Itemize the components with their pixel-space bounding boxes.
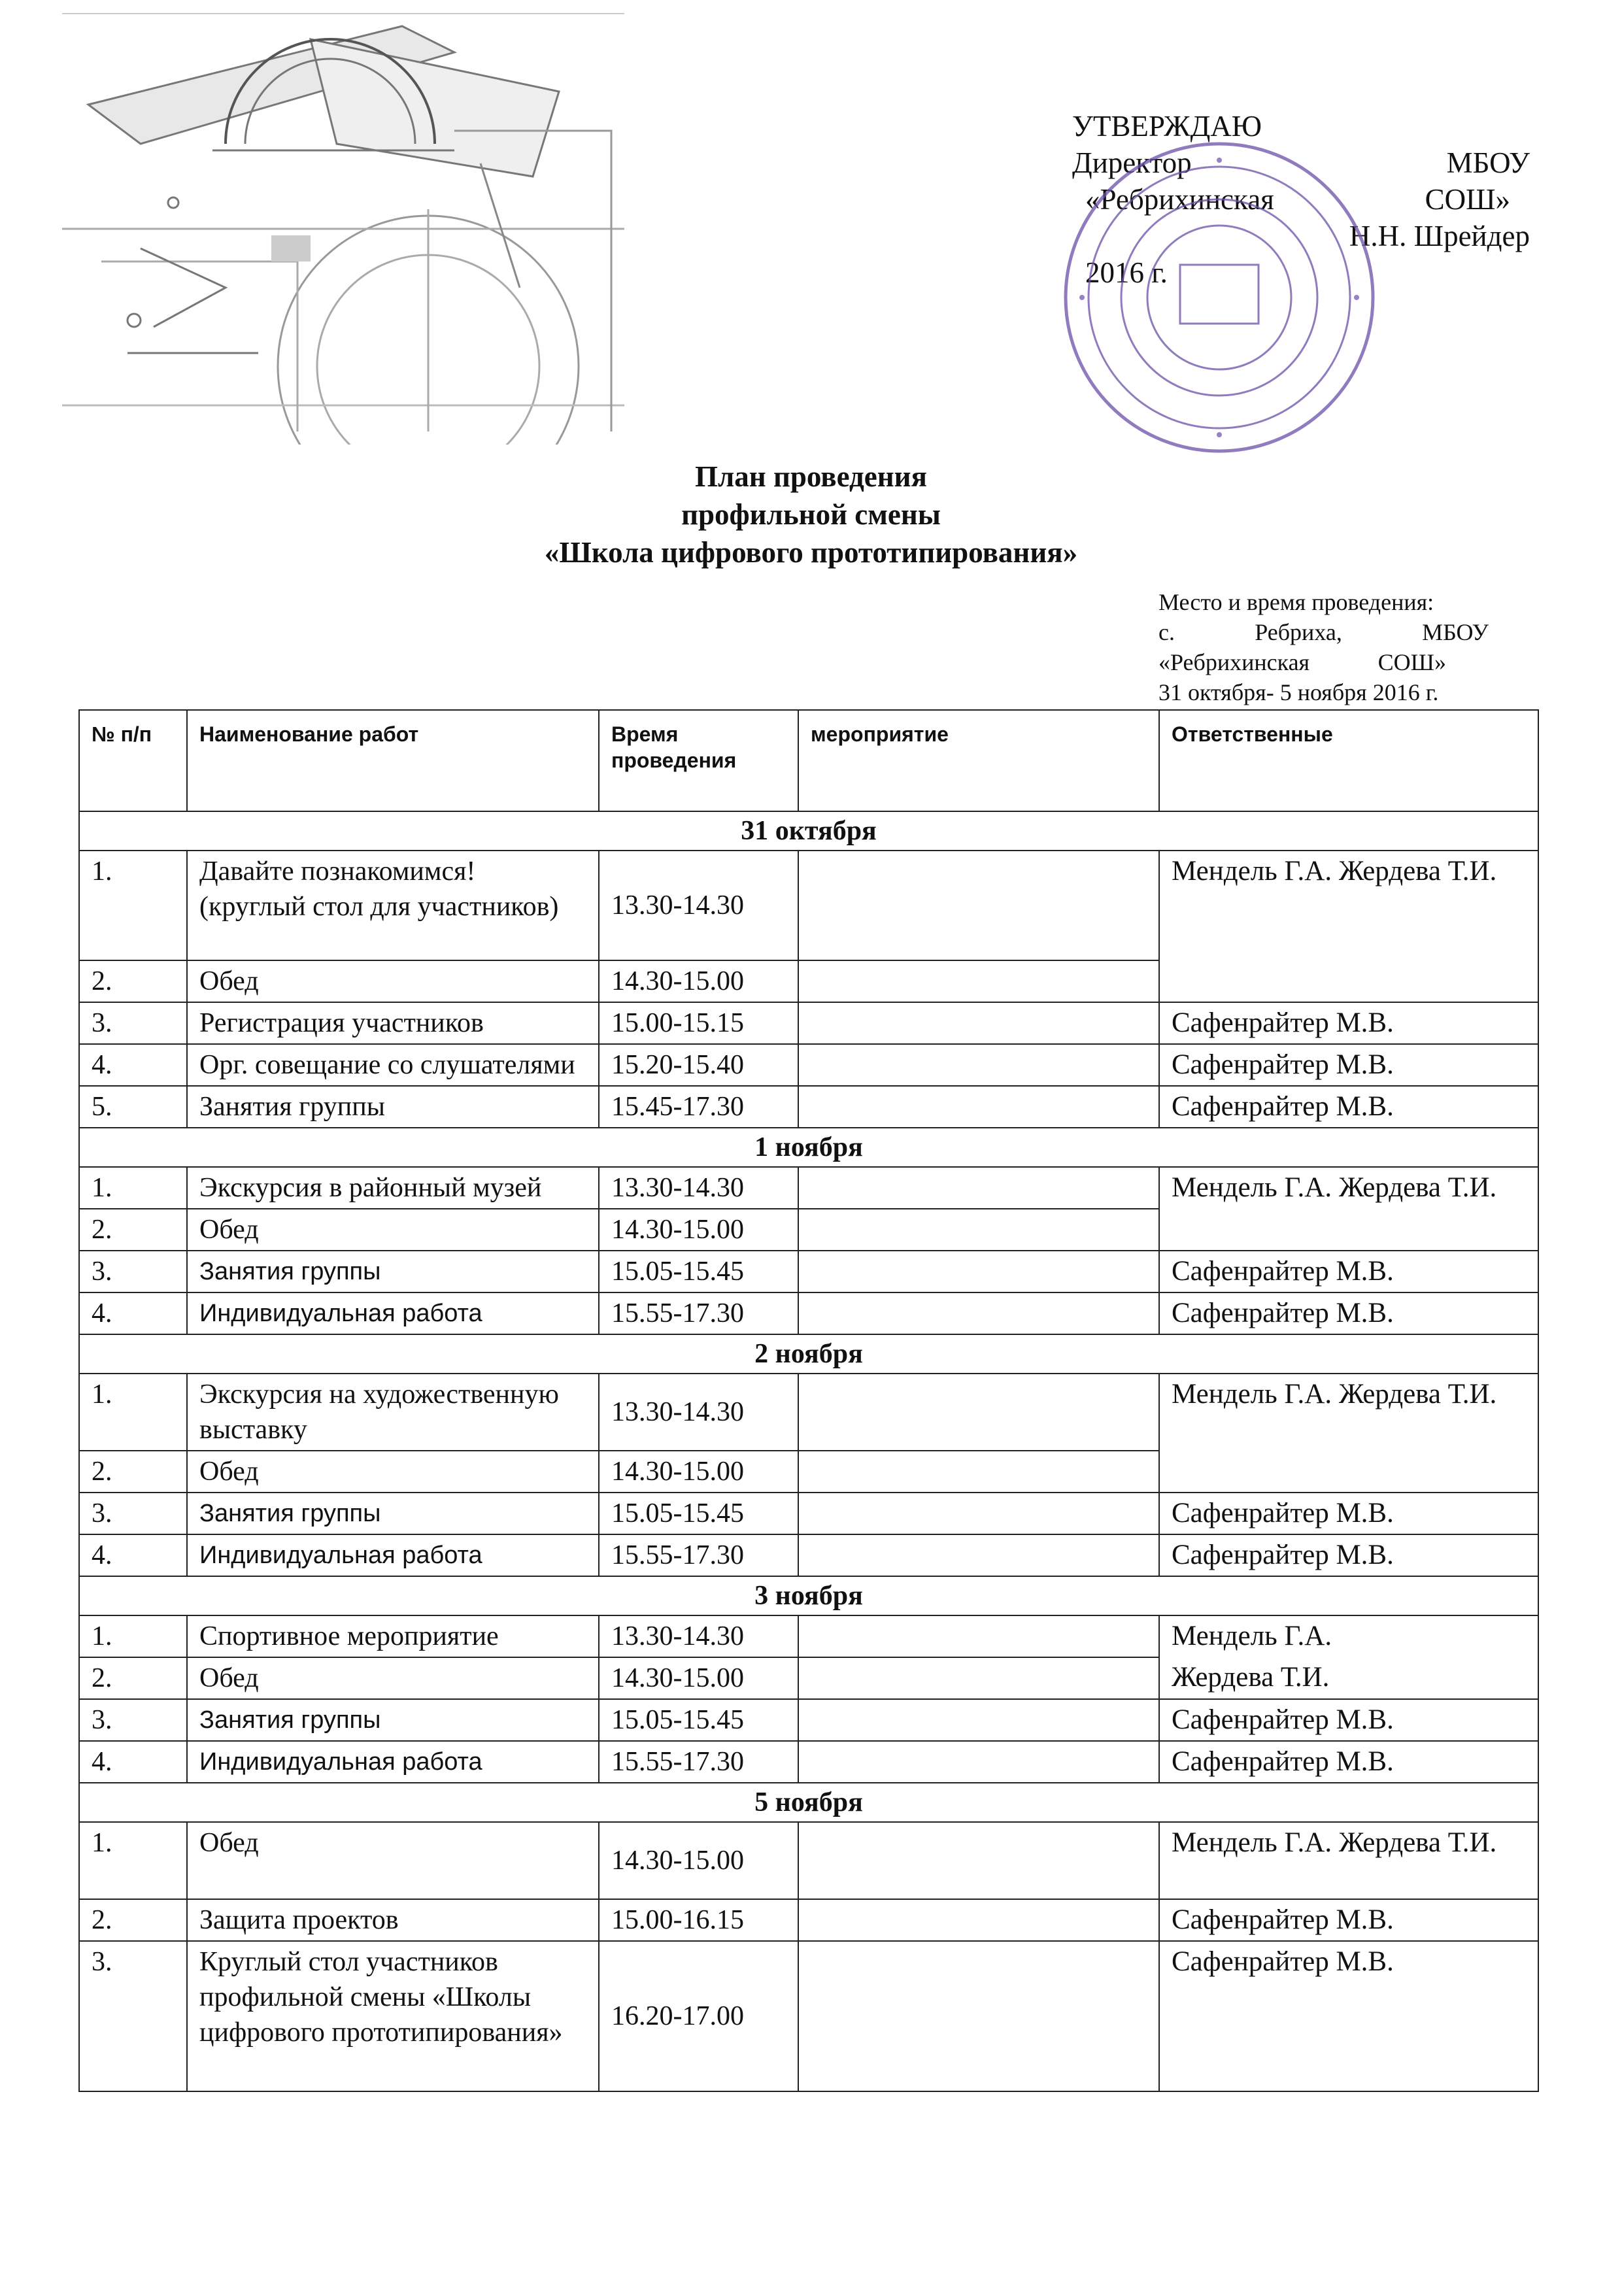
header-event: мероприятие: [798, 710, 1159, 811]
row-event: [798, 1292, 1159, 1334]
table-row: [79, 1657, 1538, 1699]
approval-org-name: «Ребрихинская: [1085, 183, 1274, 216]
row-event: [798, 1899, 1159, 1941]
schedule-table: [78, 709, 1539, 2092]
row-responsible: Мендель Г.А.: [1159, 1615, 1538, 1657]
row-time: 14.30-15.00: [599, 960, 798, 1002]
row-time: 15.00-15.15: [599, 1002, 798, 1044]
row-name: Занятия группы: [187, 1251, 599, 1292]
row-event: [798, 1002, 1159, 1044]
row-num: 4.: [79, 1292, 187, 1334]
row-event: [798, 1374, 1159, 1451]
row-event: [798, 1044, 1159, 1086]
row-event: [798, 1657, 1159, 1699]
row-responsible: Сафенрайтер М.В.: [1159, 1086, 1538, 1128]
row-num: 2.: [79, 960, 187, 1002]
table-row: [79, 851, 1538, 960]
day-row: [79, 1576, 1538, 1615]
table-row: [79, 1374, 1538, 1451]
row-num: 1.: [79, 1822, 187, 1899]
table-row: [79, 1899, 1538, 1941]
row-responsible: Сафенрайтер М.В.: [1159, 1044, 1538, 1086]
row-num: 3.: [79, 1002, 187, 1044]
table-row: [79, 1167, 1538, 1209]
row-responsible: Сафенрайтер М.В.: [1159, 1002, 1538, 1044]
row-num: 4.: [79, 1741, 187, 1783]
table-row: [79, 1251, 1538, 1292]
day-date: 2 ноября: [79, 1334, 1538, 1374]
place-dates: 31 октября- 5 ноября 2016 г.: [1158, 679, 1439, 705]
day-date: 3 ноября: [79, 1576, 1538, 1615]
row-name: Обед: [187, 1451, 599, 1493]
row-name: Индивидуальная работа: [187, 1292, 599, 1334]
table-row: [79, 1822, 1538, 1899]
row-name: Занятия группы: [187, 1493, 599, 1534]
row-event: [798, 1822, 1159, 1899]
row-time: 14.30-15.00: [599, 1822, 798, 1899]
document-title: [0, 458, 1622, 571]
row-num: 3.: [79, 1941, 187, 2091]
place-line-3: [1158, 647, 1446, 677]
row-num: 2.: [79, 1657, 187, 1699]
approval-position: Директор: [1072, 146, 1192, 179]
row-responsible: Сафенрайтер М.В.: [1159, 1699, 1538, 1741]
row-time: 15.05-15.45: [599, 1251, 798, 1292]
row-event: [798, 851, 1159, 960]
place-org-suffix: СОШ»: [1377, 649, 1446, 675]
row-event: [798, 1251, 1159, 1292]
row-num: 1.: [79, 1374, 187, 1451]
row-num: 4.: [79, 1044, 187, 1086]
row-time: 14.30-15.00: [599, 1451, 798, 1493]
row-num: 2.: [79, 1209, 187, 1251]
row-name: Орг. совещание со слушателями: [187, 1044, 599, 1086]
day-date: 5 ноября: [79, 1783, 1538, 1822]
row-num: 3.: [79, 1699, 187, 1741]
table-row: [79, 1493, 1538, 1534]
row-event: [798, 1941, 1159, 2091]
row-event: [798, 1615, 1159, 1657]
approval-heading: УТВЕРЖДАЮ: [1072, 110, 1262, 143]
row-name: Защита проектов: [187, 1899, 599, 1941]
approval-date: 2016 г.: [1085, 256, 1168, 289]
table-row: [79, 1534, 1538, 1576]
title-line-1: План проведения: [695, 460, 927, 493]
row-time: 15.00-16.15: [599, 1899, 798, 1941]
row-responsible: Сафенрайтер М.В.: [1159, 1534, 1538, 1576]
table-header-row: [79, 710, 1538, 811]
table-row: [79, 1044, 1538, 1086]
row-time: 14.30-15.00: [599, 1657, 798, 1699]
row-event: [798, 1086, 1159, 1128]
row-name: Занятия группы: [187, 1086, 599, 1128]
row-name: Экскурсия на художественную выставку: [187, 1374, 599, 1451]
row-name: Обед: [187, 1657, 599, 1699]
row-num: 3.: [79, 1251, 187, 1292]
title-line-3: «Школа цифрового прототипирования»: [544, 536, 1078, 569]
official-seal-stamp: [1056, 134, 1383, 461]
row-name: Регистрация участников: [187, 1002, 599, 1044]
row-num: 4.: [79, 1534, 187, 1576]
table-row: [79, 1941, 1538, 2091]
place-org-name: «Ребрихинская: [1158, 649, 1310, 675]
row-responsible: Сафенрайтер М.В.: [1159, 1292, 1538, 1334]
place-line-2: [1158, 617, 1489, 647]
row-time: 15.55-17.30: [599, 1741, 798, 1783]
row-time: 15.55-17.30: [599, 1292, 798, 1334]
row-responsible: Мендель Г.А. Жердева Т.И.: [1159, 1822, 1538, 1899]
row-time: 15.05-15.45: [599, 1493, 798, 1534]
place-village: Ребриха,: [1255, 619, 1342, 645]
row-time: 14.30-15.00: [599, 1209, 798, 1251]
place-org-type: МБОУ: [1422, 619, 1489, 645]
row-num: 1.: [79, 1167, 187, 1209]
row-name: Обед: [187, 1209, 599, 1251]
day-date: 31 октября: [79, 811, 1538, 851]
row-time: 15.45-17.30: [599, 1086, 798, 1128]
place-and-time-block: [1158, 587, 1489, 707]
row-responsible: Мендель Г.А. Жердева Т.И.: [1159, 1167, 1538, 1251]
table-row: [79, 1615, 1538, 1657]
row-time: 13.30-14.30: [599, 851, 798, 960]
row-num: 5.: [79, 1086, 187, 1128]
row-responsible: Сафенрайтер М.В.: [1159, 1899, 1538, 1941]
row-name: Спортивное мероприятие: [187, 1615, 599, 1657]
row-num: 1.: [79, 1615, 187, 1657]
day-row: [79, 1783, 1538, 1822]
row-responsible: Сафенрайтер М.В.: [1159, 1741, 1538, 1783]
row-name: Индивидуальная работа: [187, 1534, 599, 1576]
row-name: Занятия группы: [187, 1699, 599, 1741]
row-name: Экскурсия в районный музей: [187, 1167, 599, 1209]
row-time: 15.55-17.30: [599, 1534, 798, 1576]
place-label: Место и время проведения:: [1158, 589, 1434, 615]
header-num: № п/п: [79, 710, 187, 811]
row-name: Давайте познакомимся! (круглый стол для участников): [187, 851, 599, 960]
row-num: 3.: [79, 1493, 187, 1534]
row-time: 13.30-14.30: [599, 1167, 798, 1209]
place-village-prefix: с.: [1158, 619, 1175, 645]
table-row: [79, 1086, 1538, 1128]
approval-org-suffix: СОШ»: [1425, 183, 1510, 216]
row-responsible: Мендель Г.А. Жердева Т.И.: [1159, 851, 1538, 1002]
title-line-2: профильной смены: [681, 498, 941, 531]
row-time: 15.05-15.45: [599, 1699, 798, 1741]
day-row: [79, 1334, 1538, 1374]
header-time: Время проведения: [599, 710, 798, 811]
table-row: [79, 1741, 1538, 1783]
row-event: [798, 1167, 1159, 1209]
row-time: 15.20-15.40: [599, 1044, 798, 1086]
table-row: [79, 1292, 1538, 1334]
row-time: 13.30-14.30: [599, 1615, 798, 1657]
row-num: 1.: [79, 851, 187, 960]
row-name: Обед: [187, 960, 599, 1002]
row-responsible: Сафенрайтер М.В.: [1159, 1251, 1538, 1292]
row-event: [798, 1741, 1159, 1783]
day-row: [79, 1128, 1538, 1167]
technical-drawing-illustration: [62, 13, 624, 445]
header-responsible: Ответственные: [1159, 710, 1538, 811]
table-row: [79, 1699, 1538, 1741]
row-event: [798, 1451, 1159, 1493]
header-name: Наименование работ: [187, 710, 599, 811]
row-num: 2.: [79, 1451, 187, 1493]
row-event: [798, 1534, 1159, 1576]
row-name: Круглый стол участников профильной смены «Школы цифрового прототипирования»: [187, 1941, 599, 2091]
approval-signer-name: Н.Н. Шрейдер: [1349, 220, 1530, 252]
row-responsible: Мендель Г.А. Жердева Т.И.: [1159, 1374, 1538, 1493]
table-row: [79, 1002, 1538, 1044]
row-event: [798, 1699, 1159, 1741]
row-event: [798, 1209, 1159, 1251]
row-responsible: Сафенрайтер М.В.: [1159, 1941, 1538, 2091]
row-name: Обед: [187, 1822, 599, 1899]
row-event: [798, 960, 1159, 1002]
row-responsible: Жердева Т.И.: [1159, 1657, 1538, 1699]
row-num: 2.: [79, 1899, 187, 1941]
row-event: [798, 1493, 1159, 1534]
row-time: 13.30-14.30: [599, 1374, 798, 1451]
day-date: 1 ноября: [79, 1128, 1538, 1167]
row-time: 16.20-17.00: [599, 1941, 798, 2091]
row-name: Индивидуальная работа: [187, 1741, 599, 1783]
row-responsible: Сафенрайтер М.В.: [1159, 1493, 1538, 1534]
day-row: [79, 811, 1538, 851]
approval-org-type: МБОУ: [1446, 146, 1530, 179]
